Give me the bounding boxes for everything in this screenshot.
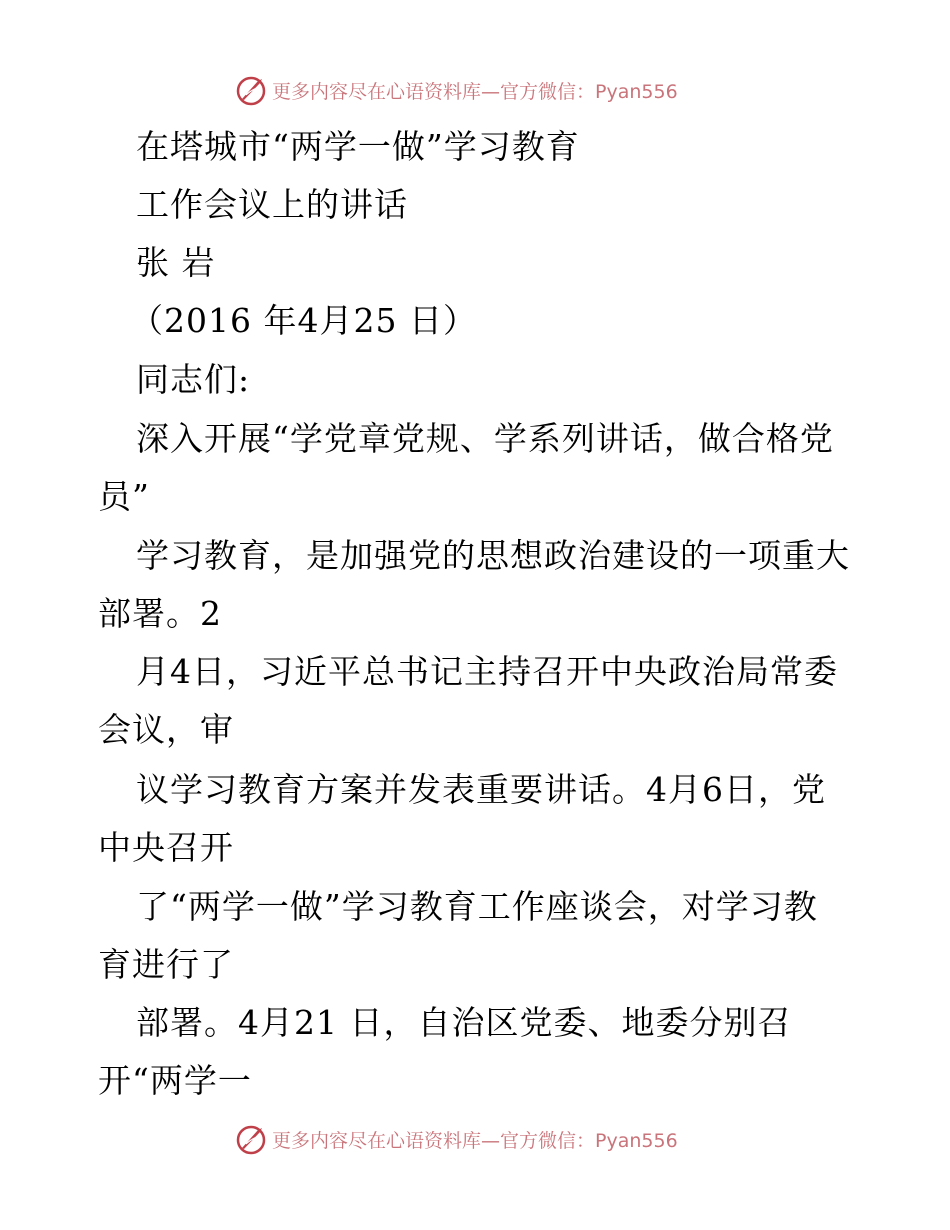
- author-name: 张 岩: [136, 243, 216, 282]
- paragraph-line: 育进行了: [98, 945, 234, 984]
- header-watermark: [234, 73, 678, 107]
- paragraph-line: 开“两学一: [98, 1061, 252, 1100]
- paragraph-line: 学习教育，是加强党的思想政治建设的一项重大: [136, 536, 850, 575]
- paragraph-line: 部署。2: [98, 594, 222, 633]
- title-line-1: 在塔城市“两学一做”学习教育: [136, 127, 580, 166]
- salutation: 同志们:: [136, 360, 251, 399]
- paragraph-line: 员”: [98, 477, 150, 516]
- footer-watermark: [234, 1122, 678, 1156]
- speech-date: （2016 年4月25 日）: [130, 301, 477, 340]
- paragraph-line: 了“两学一做”学习教育工作座谈会，对学习教: [136, 887, 818, 926]
- header-watermark-text: 更多内容尽在心语资料库—官方微信：Pyan556: [272, 80, 678, 103]
- paragraph-line: 中央召开: [98, 828, 234, 867]
- quill-logo-icon: [234, 73, 268, 107]
- quill-logo-icon: [234, 1122, 268, 1156]
- paragraph-line: 深入开展“学党章党规、学系列讲话，做合格党: [136, 419, 834, 458]
- paragraph-line: 部署。4月21 日，自治区党委、地委分别召: [136, 1003, 792, 1042]
- footer-watermark-text: 更多内容尽在心语资料库—官方微信：Pyan556: [272, 1129, 678, 1152]
- paragraph-line: 月4日，习近平总书记主持召开中央政治局常委: [136, 652, 838, 691]
- paragraph-line: 会议，审: [98, 710, 234, 749]
- title-line-2: 工作会议上的讲话: [136, 185, 408, 224]
- paragraph-line: 议学习教育方案并发表重要讲话。4月6日，党: [136, 770, 826, 809]
